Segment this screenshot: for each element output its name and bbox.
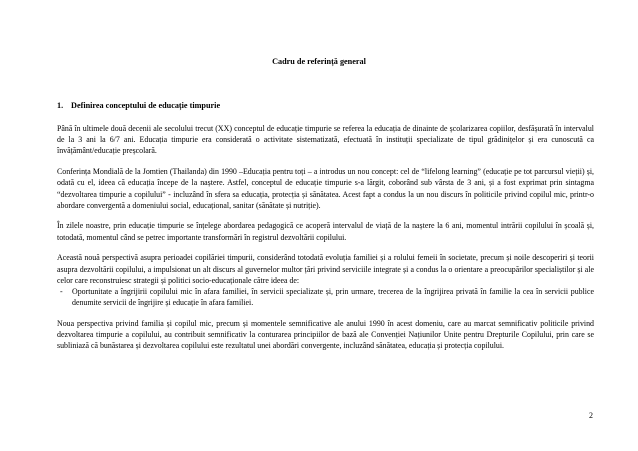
bullet-list (57, 286, 594, 308)
bullet-text: Oportunitate a îngrijirii copilului mic în afara familiei, în servicii specializate și, prin urmare, trecerea de la îngrijirea privată în familie la cea în servicii publice denumite servicii de îngrijire și educație în afara familiei. (72, 286, 594, 308)
paragraph-2: Conferința Mondială de la Jomtien (Thailanda) din 1990 –Educația pentru toți – a introdus un nou concept: cel de “lifelong learning” (educație pe tot parcursul vieții) și, odată cu el, ideea că educația începe de la naștere. Astfel, conceptul de educație timpurie s-a lărgit, coborând sub vârsta de 3 ani, și a fost exprimat prin sintagma “dezvoltarea timpurie a copilului” - incluzând în sfera sa educația, protecția și sănătatea. Acest fapt a condus la un nou discurs în politicile privind copilul mic, printr-o abordare convergentă a domeniului social, educațional, sanitar (sănătate și nutriție). (57, 167, 594, 210)
paragraph-5: Noua perspectiva privind familia și copilul mic, precum și momentele semnificative ale anului 1990 în acest domeniu, care au marcat semnificativ politicile privind dezvoltarea timpurie a copilului, au contribuit semnificativ la conturarea principiilor de bază ale Convenției Națiunilor Unite pentru Drepturile Copilului, prin care se subliniază că bunăstarea și dezvoltarea copilului este rezultatul unei abordări convergente, incluzând sănătatea, educația și protecția copilului. (57, 318, 594, 351)
page-title: Cadru de referință general (272, 57, 366, 66)
section-heading (57, 101, 220, 110)
paragraph-3: În zilele noastre, prin educație timpurie se înțelege abordarea pedagogică ce acoperă intervalul de viață de la naștere la 6 ani, momentul intrării copilului în școală și, totodată, momentul când se petrec importante transformări în registrul dezvoltării copilului. (57, 221, 594, 242)
paragraph-4: Această nouă perspectivă asupra perioadei copilăriei timpurii, considerând totodată evoluția familiei și a rolului femeii în societate, precum și noile descoperiri și teorii asupra dezvoltării copilului, a impulsionat un alt discurs al guvernelor multor țări privind serviciile integrate și a condus la o orientare a preocupărilor specialiștilor și ale celor care reconstruiesc strategii și politici socio-educaționale către ideea de: (57, 253, 594, 285)
body-text (57, 123, 594, 361)
paragraph-1: Până în ultimele două decenii ale secolului trecut (XX) conceptul de educație timpurie se referea la educația de dinainte de școlarizarea copiilor, desfășurată în intervalul de la 3 ani la 6/7 ani. Educația timpurie era considerată o activitate sistematizată, efectuată în instituții specializate de tipul grădinițelor și era cunoscută ca învățământ/educație preșcolară. (57, 124, 594, 156)
list-item (57, 286, 594, 308)
bullet-marker: - (60, 286, 63, 296)
section-number: 1. (57, 101, 64, 110)
section-heading-text: Definirea conceptului de educație timpurie (71, 101, 221, 110)
page-number: 2 (589, 411, 593, 420)
